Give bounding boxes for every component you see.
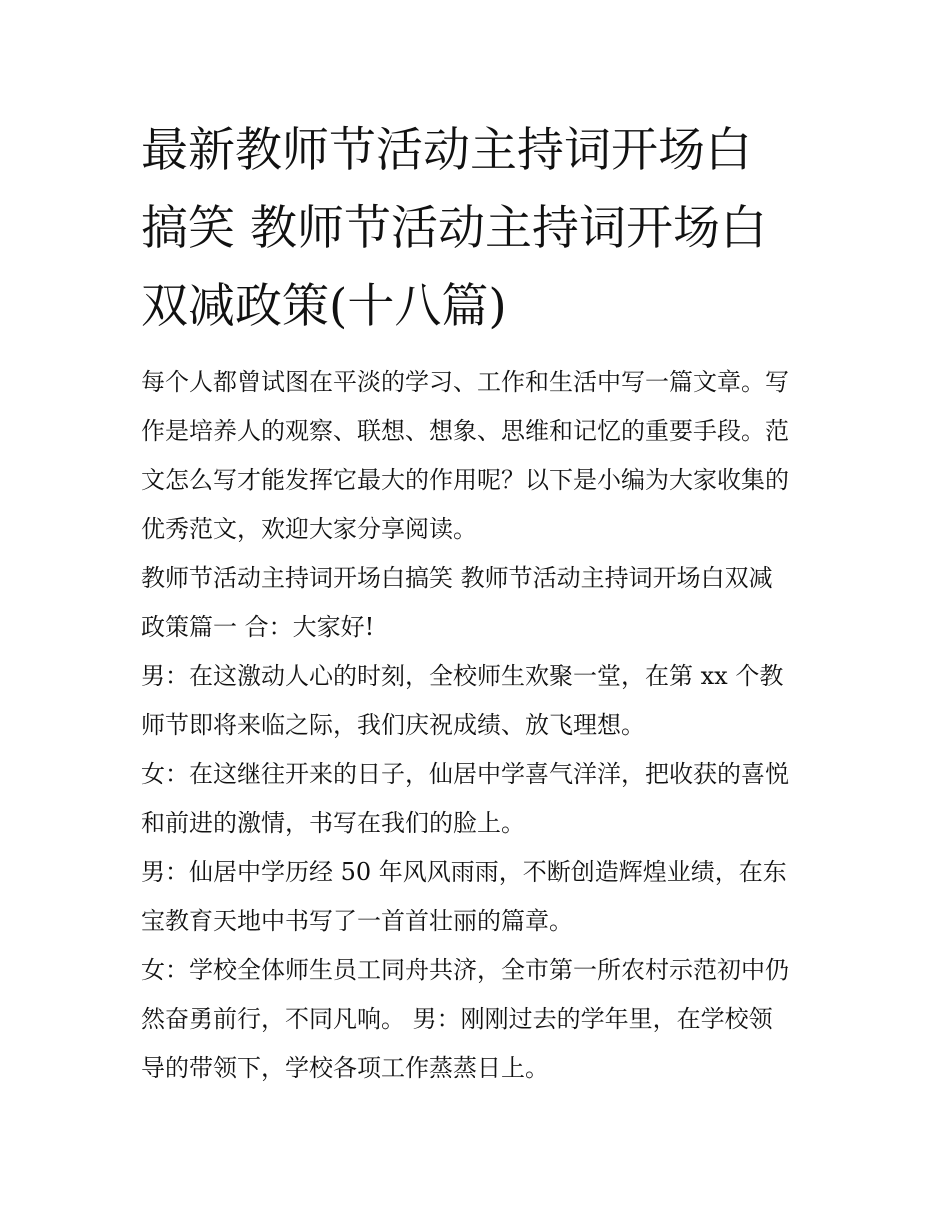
title-line: 搞笑 教师节活动主持词开场白 [141,201,767,256]
section-heading-paragraph [141,554,813,652]
dialogue-paragraph [141,750,813,848]
text-line: 男：仙居中学历经 50 年风风雨雨，不断创造辉煌业绩，在东 [141,858,787,886]
text-line: 教师节活动主持词开场白搞笑 教师节活动主持词开场白双减 [141,564,773,592]
document-page [141,112,813,1093]
text-line: 女：学校全体师生员工同舟共济，全市第一所农村示范初中仍 [141,956,789,984]
title-line: 双减政策(十八篇) [141,279,507,334]
dialogue-paragraph [141,848,813,946]
text-line: 师节即将来临之际，我们庆祝成绩、放飞理想。 [141,711,645,739]
text-line: 然奋勇前行，不同凡响。 男：刚刚过去的学年里，在学校领 [141,1005,773,1033]
dialogue-paragraph [141,946,813,1093]
document-title [141,112,813,346]
text-line: 宝教育天地中书写了一首首壮丽的篇章。 [141,907,573,935]
text-line: 文怎么写才能发挥它最大的作用呢？以下是小编为大家收集的 [141,466,789,494]
intro-paragraph [141,358,813,554]
text-line: 每个人都曾试图在平淡的学习、工作和生活中写一篇文章。写 [141,368,789,396]
document-body [141,358,813,1093]
title-line: 最新教师节活动主持词开场白 [141,123,752,178]
dialogue-paragraph [141,652,813,750]
text-line: 优秀范文，欢迎大家分享阅读。 [141,515,477,543]
text-line: 女：在这继往开来的日子，仙居中学喜气洋洋，把收获的喜悦 [141,760,789,788]
text-line: 男：在这激动人心的时刻，全校师生欢聚一堂，在第 xx 个教 [141,662,784,690]
text-line: 和前进的激情，书写在我们的脸上。 [141,809,525,837]
text-line: 导的带领下，学校各项工作蒸蒸日上。 [141,1054,549,1082]
text-line: 作是培养人的观察、联想、想象、思维和记忆的重要手段。范 [141,417,789,445]
text-line: 政策篇一 合：大家好! [141,613,375,641]
